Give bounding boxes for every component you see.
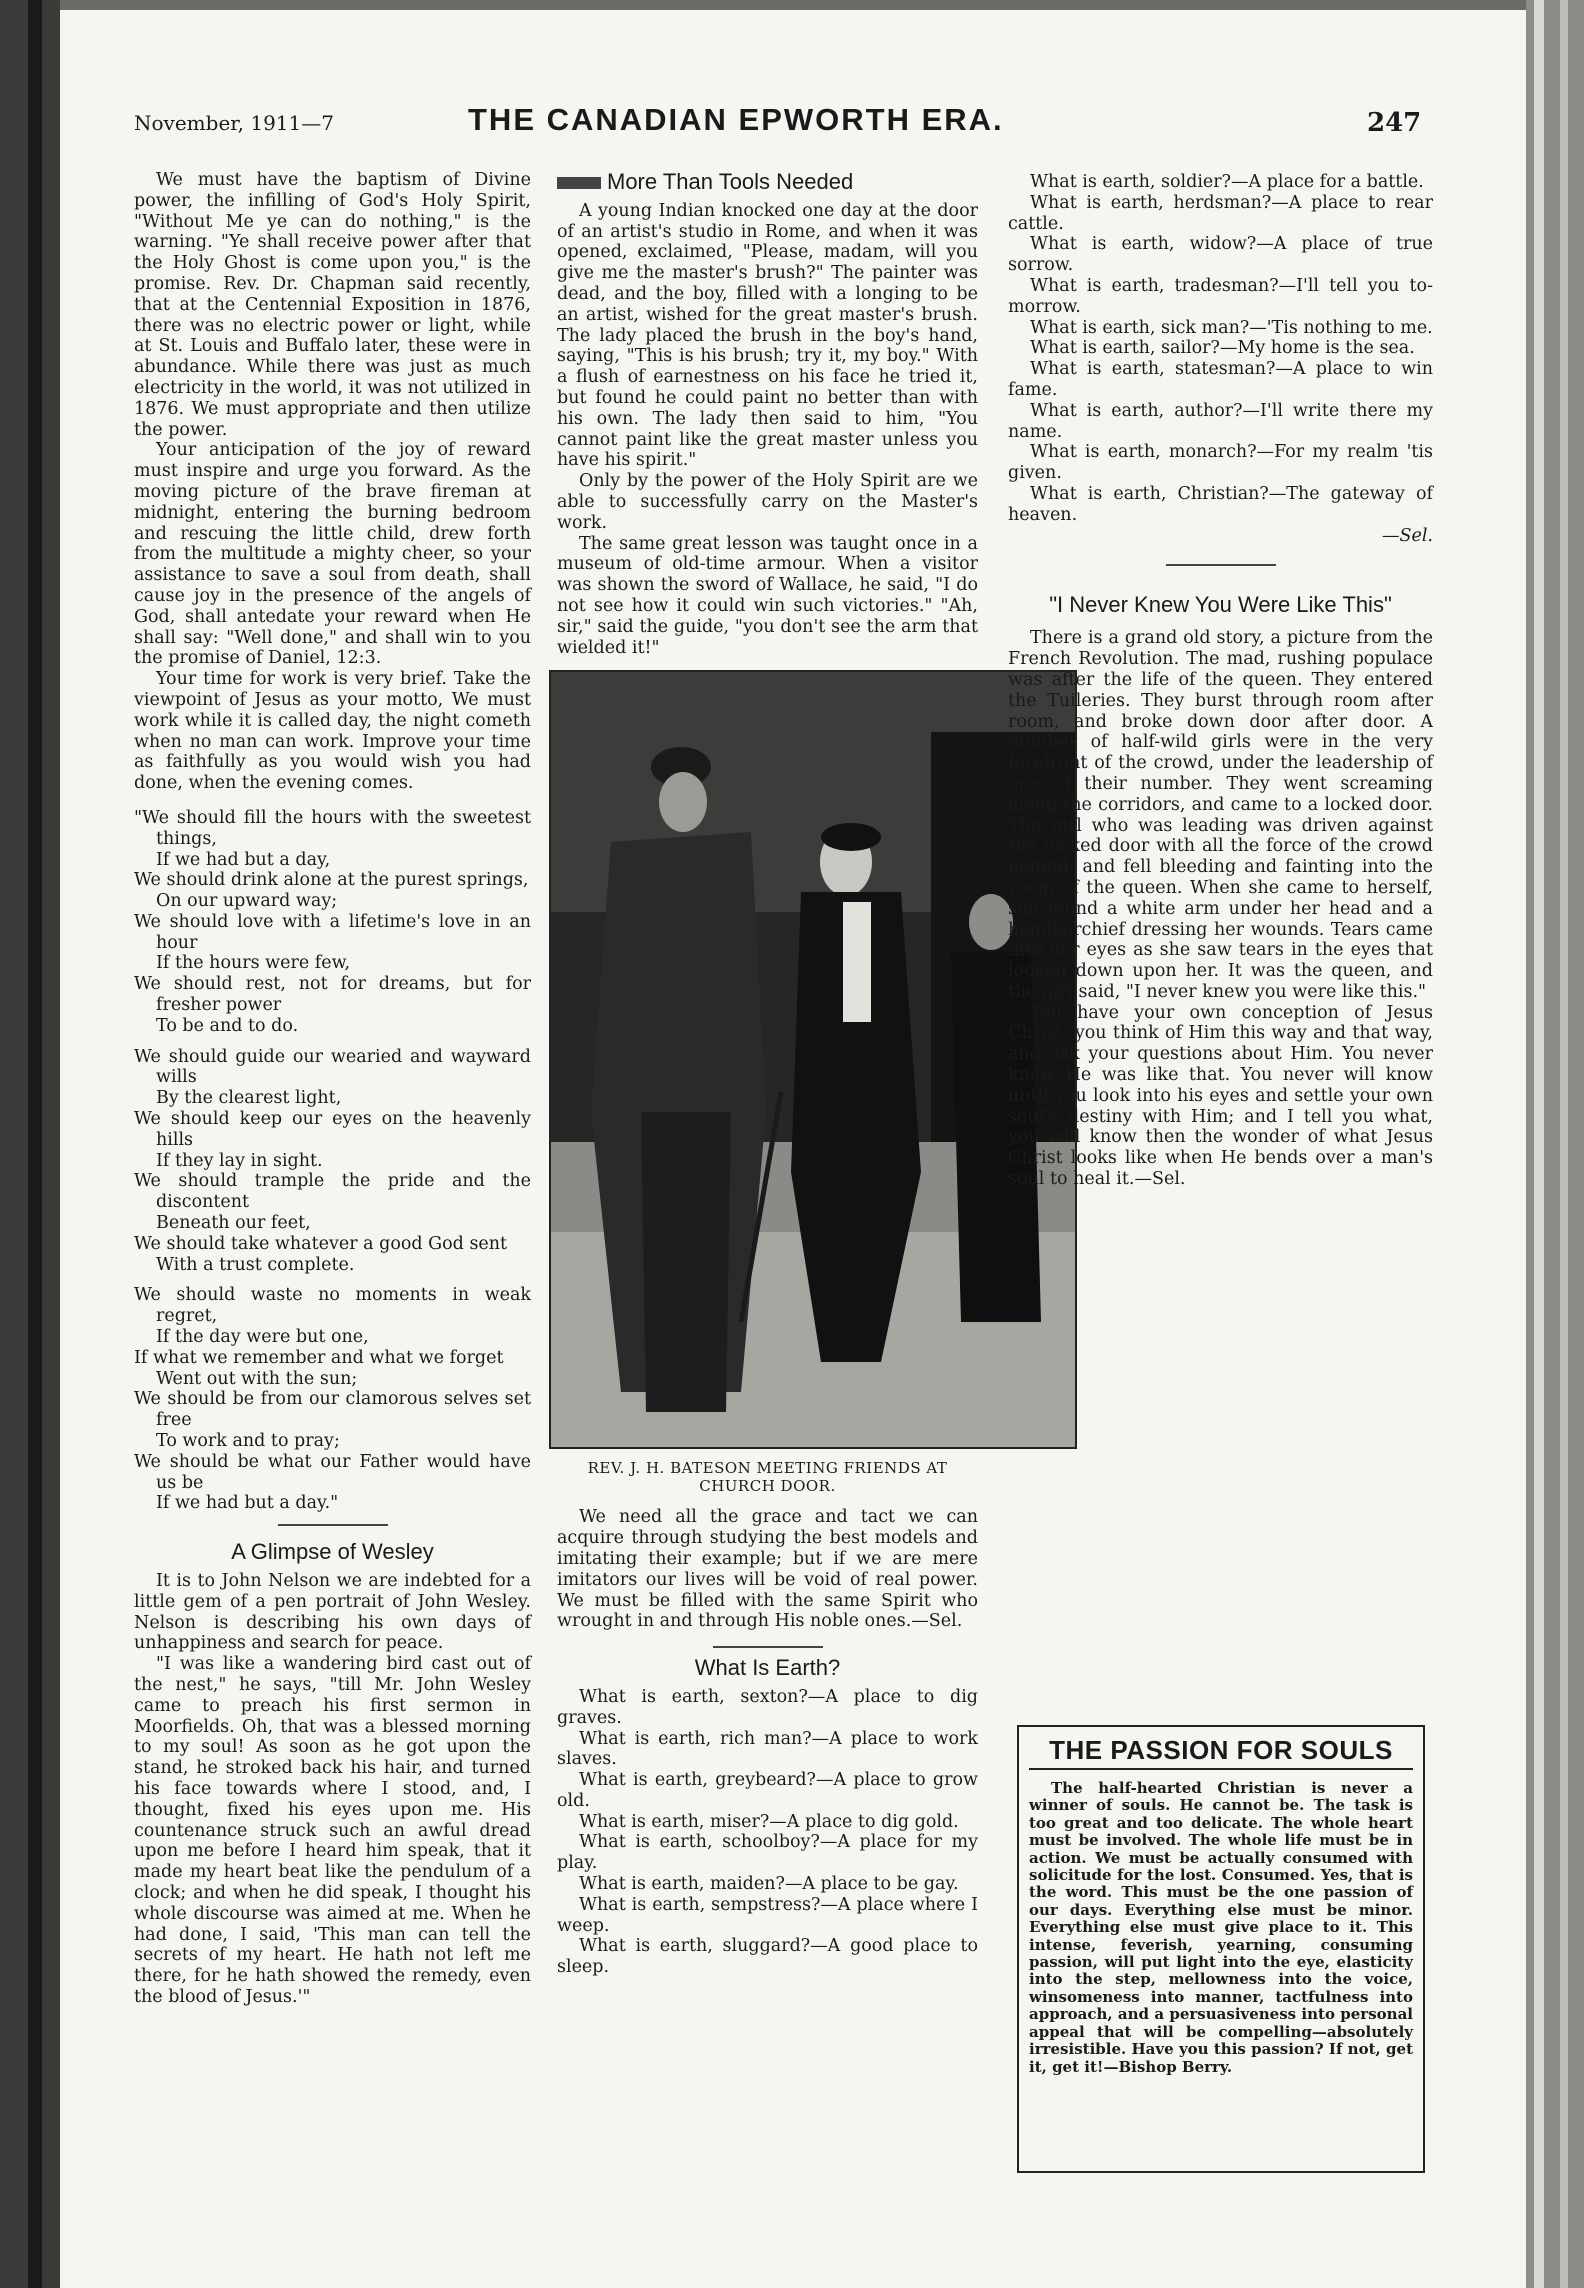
earth-line: What is earth, tradesman?—I'll tell you to-morrow.	[1008, 275, 1433, 317]
time-paragraph: Your time for work is very brief. Take the viewpoint of Jesus as your motto, We must work while it is called day, the night cometh when no man can work. Improve your time as faithfully as you would wish you had done, when the evening comes.	[134, 669, 531, 794]
baptism-paragraph: We must have the baptism of Divine power, the infilling of God's Holy Spirit, "Without Me ye can do nothing," is the warning. "Ye shall receive power after that the Holy Ghost is come upon you," is the promise. Rev. Dr. Chapman said recently, that at the Centennial Exposition in 1876, there was no electric power or light, while at St. Louis and Buffalo later, these were in abundance. While there was just as much electricity in the world, it was not utilized in 1876. We must appropriate and then utilize the power.	[134, 170, 531, 440]
tools-heading-row	[557, 169, 978, 194]
scan-right-edge	[1534, 0, 1544, 2288]
poem-line: We should rest, not for dreams, but for fresher power	[134, 974, 531, 1016]
indian-boy-paragraph: A young Indian knocked one day at the door of an artist's studio in Rome, and when it was opened, exclaimed, "Please, madam, will you give me the master's brush?" The painter was dead, and the boy, filled with a longing to be an artist, wished for the great master's brush. The lady placed the brush in the boy's hand, saying, "This is his brush; try it, my boy." With a flush of earnestness on his face he tried it, but found he could paint no better than with his own. The lady then said to him, "You cannot paint like the great master unless you have his spirit."	[557, 200, 978, 471]
earth-line: What is earth, miser?—A place to dig gold.	[579, 1811, 959, 1832]
photo-caption: REV. J. H. BATESON MEETING FRIENDS AT CHURCH DOOR.	[587, 1459, 948, 1496]
earth-line: What is earth, monarch?—For my realm 'tis given.	[1008, 442, 1433, 484]
earth-line: What is earth, sexton?—A place to dig graves.	[557, 1686, 978, 1728]
earth-signature: —Sel.	[1381, 525, 1433, 546]
poem-line: We should be from our clamorous selves set free	[134, 1389, 531, 1431]
earth-line: What is earth, sluggard?—A good place to sleep.	[557, 1936, 978, 1978]
photo-illustration	[551, 672, 1075, 1447]
section-divider	[1166, 564, 1276, 566]
poem-line: Beneath our feet,	[156, 1213, 311, 1234]
wesley-intro-paragraph: It is to John Nelson we are indebted for a little gem of a pen portrait of John Wesley. Nelson is describing his own days of unhappiness and search for peace.	[134, 1571, 531, 1654]
passion-for-souls-box	[1017, 1725, 1425, 2173]
wesley-quote-paragraph: "I was like a wandering bird cast out of the nest," he says, "till Mr. John Wesley came to preach his first sermon in Moorfields. Oh, that was a blessed morning to my soul! As soon as he got upon the stand, he stroked back his hair, and turned his face towards where I stood, and, I thought, fixed his eyes upon me. His countenance struck such an awful dread upon me before I heard him speak, that it made my heart beat like the pendulum of a clock; and when he did speak, I thought his whole discourse was aimed at me. When he had done, I said, 'This man can tell the secrets of my heart. He hath not left me there, for he hath showed the remedy, even the blood of Jesus.'"	[134, 1654, 531, 2007]
earth-line: What is earth, Christian?—The gateway of heaven.	[1008, 483, 1433, 525]
issue-date: November, 1911—7	[134, 111, 334, 135]
masthead-title: THE CANADIAN EPWORTH ERA.	[468, 102, 1004, 137]
earth-line: What is earth, sick man?—'Tis nothing to me.	[1030, 317, 1433, 338]
passion-text: The half-hearted Christian is never a winner of souls. He cannot be. The task is too great and too delicate. The whole heart must be involved. The whole life must be in action. We must be actually consumed with solicitude for the lost. Consumed. Yes, that is the word. This must be the one passion of our days. Everything else must be minor. Everything else must give place to it. This intense, feverish, yearning, consuming passion, will put light into the eye, elasticity into the step, mellowness into the voice, winsomeness into manner, tactfulness into approach, and a persuasiveness into personal appeal that will be compelling—absolutely irresistible. Have you this passion? If not, get it, get it!—Bishop Berry.	[1029, 1779, 1413, 2076]
column-2	[557, 169, 978, 1978]
column-3	[1008, 172, 1433, 1190]
poem-line: If they lay in sight.	[156, 1150, 323, 1171]
ornament-icon	[557, 177, 601, 189]
poem-line: Went out with the sun;	[156, 1368, 358, 1389]
poem-line: To work and to pray;	[156, 1431, 340, 1452]
wesley-heading: A Glimpse of Wesley	[231, 1539, 434, 1565]
poem-line: We should drink alone at the purest springs,	[134, 870, 529, 891]
poem-line: We should keep our eyes on the heavenly hills	[134, 1109, 531, 1150]
poem-stanza	[134, 808, 531, 1037]
earth-list-part-1	[557, 1687, 978, 1978]
poem-stanza	[134, 1285, 531, 1514]
poem-line: On our upward way;	[156, 891, 338, 912]
tools-heading: More Than Tools Needed	[607, 169, 854, 194]
anticipation-paragraph: Your anticipation of the joy of reward must inspire and urge you forward. As the moving picture of the brave fireman at midnight, entering the burning bedroom and rescuing the little child, drew forth from the multitude a mighty cheer, so your assistance to save a soul from death, shall cause joy in the presence of the angels of God, shall antedate your reward when He shall say: "Well done," and shall win to you the promise of Daniel, 12:3.	[134, 440, 531, 669]
earth-list-part-2	[1008, 172, 1433, 546]
poem-line: We should trample the pride and the discontent	[134, 1171, 531, 1213]
poem-line: We should waste no moments in weak regret,	[134, 1285, 531, 1327]
earth-line: What is earth, widow?—A place of true sorrow.	[1008, 234, 1433, 276]
earth-line: What is earth, sempstress?—A place where I weep.	[557, 1894, 978, 1936]
conception-paragraph: You have your own conception of Jesus Christ; you think of Him this way and that way, and ask your questions about Him. You never knew He was like that. You never will know until you look into his eyes and settle your own soul's destiny with Him; and I tell you what, you will know then the wonder of what Jesus Christ looks like when He bends over a man's soul to heal it.—Sel.	[1008, 1002, 1433, 1190]
poem-stanza	[134, 1047, 531, 1276]
poem-line: With a trust complete.	[156, 1254, 355, 1275]
church-door-photo	[549, 670, 1077, 1449]
never-knew-heading: "I Never Knew You Were Like This"	[1049, 592, 1392, 618]
page-number: 247	[1367, 108, 1422, 138]
earth-line: What is earth, schoolboy?—A place for my play.	[557, 1832, 978, 1874]
poem-line: If we had but a day."	[156, 1493, 339, 1514]
poem-line: "We should fill the hours with the sweetest things,	[134, 807, 531, 849]
poem	[134, 808, 531, 1514]
scan-binding-shadow	[28, 0, 42, 2288]
poem-line: We should be what our Father would have us be	[134, 1451, 531, 1493]
poem-line: We should take whatever a good God sent	[134, 1233, 508, 1254]
earth-heading: What Is Earth?	[694, 1655, 841, 1681]
earth-line: What is earth, rich man?—A place to work slaves.	[557, 1728, 978, 1770]
poem-line: By the clearest light,	[156, 1088, 342, 1109]
poem-line: We should love with a lifetime's love in an hour	[134, 911, 531, 953]
scan-right-edge-2	[1560, 0, 1568, 2288]
poem-line: If the day were but one,	[156, 1327, 369, 1348]
section-divider	[278, 1524, 388, 1526]
earth-line: What is earth, maiden?—A place to be gay.	[579, 1874, 959, 1895]
earth-line: What is earth, sailor?—My home is the sea.	[1030, 338, 1415, 359]
earth-line: What is earth, author?—I'll write there my name.	[1008, 400, 1433, 442]
column-1	[134, 170, 531, 2008]
earth-line: What is earth, herdsman?—A place to rear cattle.	[1008, 192, 1433, 234]
earth-line: What is earth, statesman?—A place to win fame.	[1008, 359, 1433, 400]
poem-line: We should guide our wearied and wayward wills	[134, 1046, 531, 1088]
poem-line: If the hours were few,	[156, 953, 351, 974]
wallace-sword-paragraph: The same great lesson was taught once in a museum of old-time armour. When a visitor was shown the sword of Wallace, he said, "I do not see how it could win such victories." "Ah, sir," said the guide, "you don't see the arm that wielded it!"	[557, 533, 978, 658]
passion-heading: THE PASSION FOR SOULS	[1029, 1735, 1413, 1770]
section-divider	[713, 1646, 823, 1648]
poem-line: If what we remember and what we forget	[134, 1347, 504, 1368]
french-revolution-paragraph: There is a grand old story, a picture from the French Revolution. The mad, rushing populace was after the life of the queen. They entered the Tuileries. They burst through room after room, and broke down door after door. A number of half-wild girls were in the very forefront of the crowd, under the leadership of one of their number. They went screaming along the corridors, and came to a locked door. The girl who was leading was driven against the locked door with all the force of the crowd behind, and fell bleeding and fainting into the room of the queen. When she came to herself, she found a white arm under her head and a handkerchief dressing her wounds. Tears came into her eyes as she saw tears in the eyes that looked down upon her. It was the queen, and the girl said, "I never knew you were like this."	[1008, 628, 1433, 1002]
holy-spirit-paragraph: Only by the power of the Holy Spirit are we able to successfully carry on the Master's work.	[557, 471, 978, 533]
earth-line: What is earth, soldier?—A place for a battle.	[1030, 172, 1424, 192]
grace-paragraph: We need all the grace and tact we can acquire through studying the best models and imitating their example; but if we are mere imitators our lives will be void of real power. We must be filled with the same Spirit who wrought in and through His noble ones.—Sel.	[557, 1507, 978, 1632]
earth-line: What is earth, greybeard?—A place to grow old.	[557, 1770, 978, 1811]
poem-line: To be and to do.	[156, 1015, 299, 1036]
poem-line: If we had but a day,	[156, 849, 331, 870]
